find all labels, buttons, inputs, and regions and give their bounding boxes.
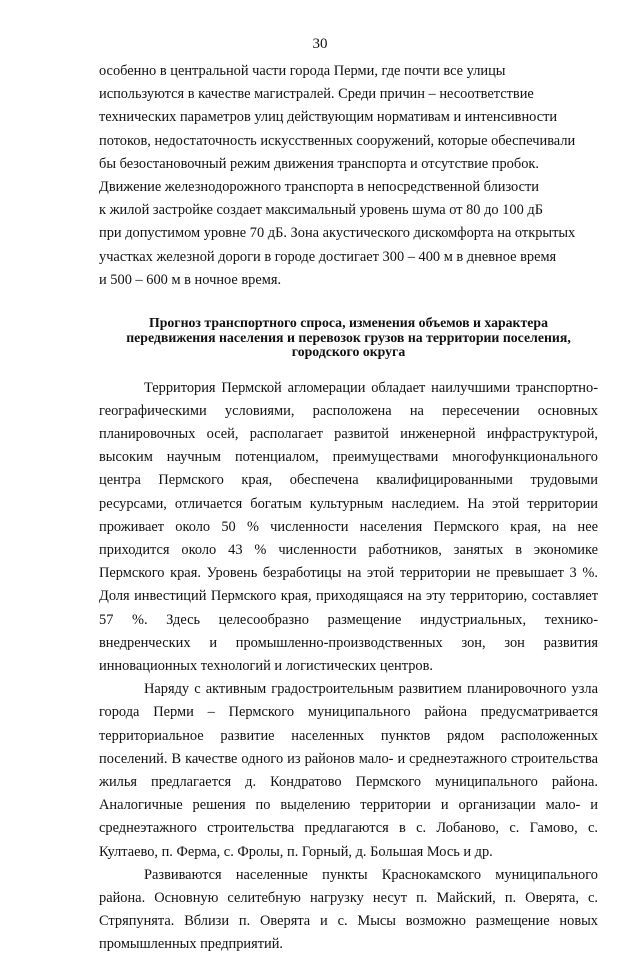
body-paragraph-krasnokamsk: Развиваются населенные пункты Краснокамского муниципального района. Основную селитебную нагрузку несут п. Майский, п. Оверята, с. Стряпунята. Вблизи п. Оверята и с. Мысы возможно размещение новых промышленных предприятий. [99, 866, 598, 953]
text-line: и 500 – 600 м в ночное время. [99, 271, 282, 288]
text-line: используются в качестве магистралей. Среди причин – несоответствие [99, 86, 534, 103]
document-body [99, 60, 598, 957]
body-paragraph-agglomeration: Территория Пермской агломерации обладает наилучшими транспортно-географическими условиями, расположена на пересечении основных планировочных осей, располагает развитой инженерной инфраструктурой, высоким научным потенциалом, преимуществами многофункционального центра Пермского края, обеспечена квалифицированными трудовыми ресурсами, отличается богатым культурным наследием. На этой территории проживает около 50 % численности населения Пермского края, на нее приходится около 43 % численности работников, занятых в экономике Пермского края. Уровень безработицы на этой территории не превышает 3 %. Доля инвестиций Пермского края, приходящаяся на эту территорию, составляет 57 %. Здесь целесообразно размещение индустриальных, технико-внедренческих и промышленно-производственных зон, зон развития инновационных технологий и логистических центров. [99, 379, 598, 674]
section-heading [99, 316, 598, 360]
heading-line: городского округа [291, 344, 406, 360]
text-line: к жилой застройке создает максимальный уровень шума от 80 до 100 дБ [99, 202, 543, 219]
heading-line: передвижения населения и перевозок грузов на территории поселения, [126, 329, 571, 345]
heading-line: Прогноз транспортного спроса, изменения объемов и характера [149, 315, 548, 331]
body-paragraph-settlements: Наряду с активным градостроительным развитием планировочного узла города Перми – Пермского муниципального района предусматривается территориальное развитие населенных пунктов рядом расположенных поселений. В качестве одного из районов мало- и среднеэтажного строительства жилья предлагается д. Кондратово Пермского муниципального района. Аналогичные решения по выделению территории и организации мало- и среднеэтажного строительства предлагаются в с. Лобаново, с. Гамово, с. Култаево, п. Ферма, с. Фролы, п. Горный, д. Большая Мось и др. [99, 681, 598, 860]
text-line: потоков, недостаточность искусственных сооружений, которые обеспечивали [99, 132, 576, 149]
text-line: при допустимом уровне 70 дБ. Зона акустического дискомфорта на открытых [99, 225, 576, 242]
text-line: участках железной дороги в городе достигает 300 – 400 м в дневное время [99, 248, 557, 265]
intro-paragraph [99, 60, 598, 292]
page-number: 30 [312, 36, 328, 52]
text-line: Движение железнодорожного транспорта в непосредственной близости [99, 179, 539, 196]
text-line: особенно в центральной части города Перми, где почти все улицы [99, 63, 506, 79]
text-line: технических параметров улиц действующим нормативам и интенсивности [99, 109, 558, 126]
text-line: бы безостановочный режим движения транспорта и отсутствие пробок. [99, 155, 539, 172]
